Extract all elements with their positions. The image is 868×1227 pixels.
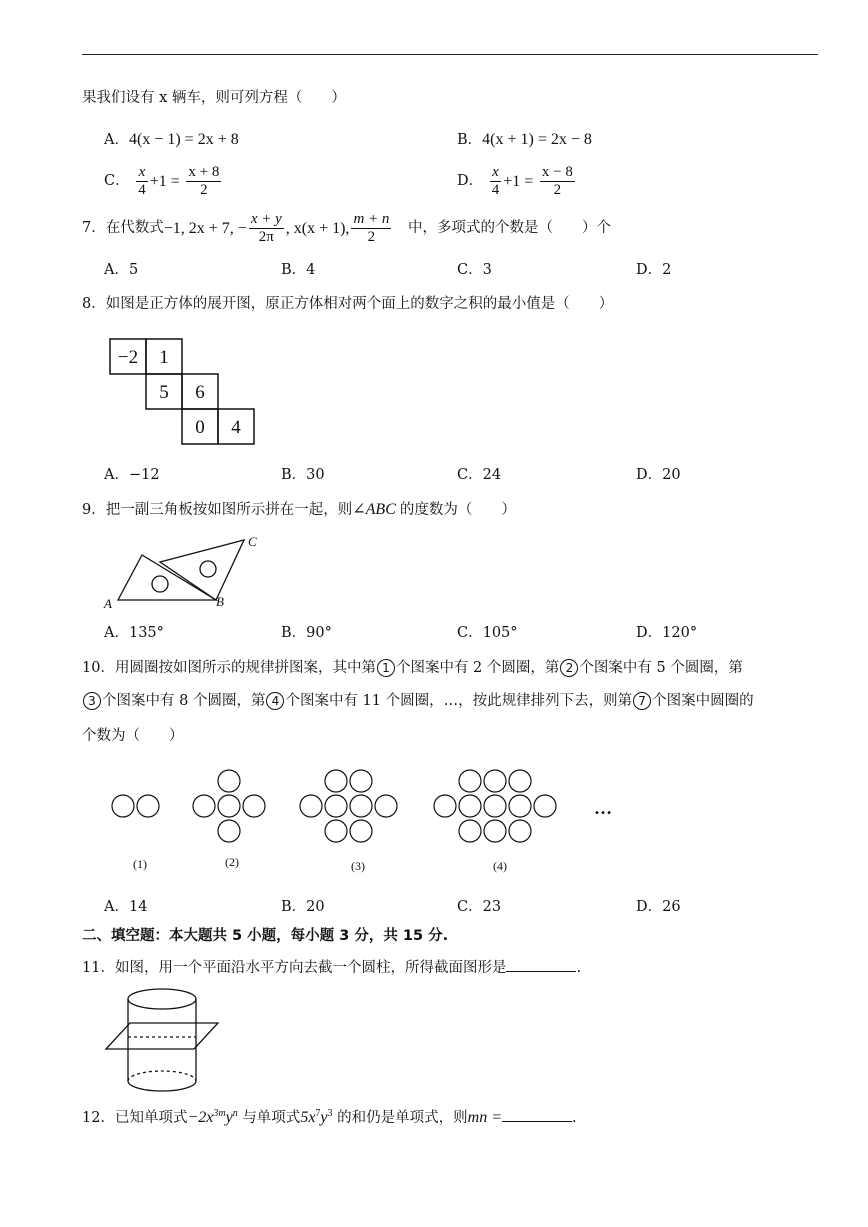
q6-option-d: D． $\frac{x}{4}$ +1 = $\frac{x - 8}{2}$ bbox=[457, 164, 573, 198]
pattern-caption: (4) bbox=[493, 859, 507, 873]
fraction: $\frac{x + y}{2\pi}$ bbox=[250, 211, 282, 245]
fraction: $\frac{x - 8}{2}$ bbox=[541, 164, 573, 198]
q6-option-a bbox=[104, 130, 239, 149]
answer-blank bbox=[502, 1107, 572, 1122]
q6-stem: 果我们设有 x 辆车，则可列方程（ ） bbox=[82, 90, 346, 106]
ruler-hole bbox=[200, 561, 216, 577]
q10-option-b: B．20 bbox=[281, 899, 325, 915]
net-value: 6 bbox=[195, 382, 205, 403]
pattern-caption: (3) bbox=[351, 859, 365, 873]
q10-option-a: A．14 bbox=[104, 899, 148, 915]
point-label: C bbox=[248, 534, 257, 549]
pattern-caption: (2) bbox=[225, 855, 239, 869]
net-value: 5 bbox=[159, 382, 169, 403]
q8-option-c: C．24 bbox=[457, 467, 502, 483]
ruler-hole bbox=[152, 576, 168, 592]
q8-option-b: B．30 bbox=[281, 467, 325, 483]
q10-option-c: C．23 bbox=[457, 899, 502, 915]
net-value: −2 bbox=[117, 347, 139, 368]
q10-line2: 3 个图案中有 8 个圆圈，第 4 个图案中有 11 个圆圈，…，按此规律排列下去，则第 7 个图案中圆圈的 bbox=[82, 692, 754, 710]
option-text: 4(x + 1) = 2x − 8 bbox=[482, 131, 592, 148]
q7-option-d: D．2 bbox=[636, 262, 672, 278]
q9-option-c: C．105° bbox=[457, 625, 518, 641]
q9-option-d: D．120° bbox=[636, 625, 698, 641]
option-text: 4(x − 1) = 2x + 8 bbox=[128, 131, 239, 148]
answer-blank bbox=[506, 957, 576, 972]
fraction: $\frac{x + 8}{2}$ bbox=[188, 164, 220, 198]
q8-stem: 8．如图是正方体的展开图，原正方体相对两个面上的数字之积的最小值是（ ） bbox=[82, 296, 614, 312]
q10-line1: 10．用圆圈按如图所示的规律拼图案，其中第 1 个图案中有 2 个圆圈，第 2 个图案中有 5 个圆圈，第 bbox=[82, 660, 743, 676]
q8-option-d: D．20 bbox=[636, 467, 681, 483]
pattern-ellipsis: … bbox=[594, 798, 612, 818]
net-value: 0 bbox=[195, 417, 205, 438]
q10-line3: 个数为（ ） bbox=[82, 728, 184, 744]
fraction: $\frac{x}{4}$ bbox=[138, 164, 146, 198]
option-label: C． bbox=[104, 172, 130, 189]
q9-option-a: A．135° bbox=[104, 625, 164, 641]
cube-net-figure bbox=[108, 337, 256, 447]
cutting-plane bbox=[106, 1023, 218, 1049]
q9-stem: 9．把一副三角板按如图所示拼在一起，则∠ABC 的度数为（ ） bbox=[82, 501, 516, 518]
q10-option-d: D．26 bbox=[636, 899, 681, 915]
triangle-ruler-1 bbox=[118, 555, 216, 600]
section-heading: 二、填空题：本大题共 5 小题，每小题 3 分，共 15 分. bbox=[82, 928, 449, 944]
circle-pattern-figure bbox=[100, 760, 640, 880]
net-value: 1 bbox=[159, 347, 169, 368]
q7-option-b: B．4 bbox=[281, 262, 316, 278]
q11-stem: 11．如图，用一个平面沿水平方向去截一个圆柱，所得截面图形是 . bbox=[82, 957, 581, 977]
triangle-ruler-2 bbox=[160, 540, 244, 600]
triangle-rulers-figure bbox=[100, 530, 270, 612]
q12-stem: 12．已知单项式$-2x^{3m}y^n$ 与单项式$5x^7y^3$ 的和仍是单项式，则mn = . bbox=[82, 1108, 577, 1126]
q7-option-a: A．5 bbox=[104, 262, 139, 278]
pattern-caption: (1) bbox=[133, 857, 147, 871]
q6-option-b bbox=[457, 130, 592, 149]
q7-option-c: C．3 bbox=[457, 262, 492, 278]
option-label: B． bbox=[457, 132, 483, 148]
cylinder-figure bbox=[100, 985, 225, 1097]
fraction: $\frac{x}{4}$ bbox=[491, 164, 500, 198]
fraction: $\frac{m + n}{2}$ bbox=[353, 211, 390, 245]
net-value: 4 bbox=[231, 417, 241, 438]
option-label: A． bbox=[104, 132, 129, 148]
option-label: D． bbox=[457, 172, 484, 189]
q6-option-c: C． $\frac{x}{4}$ +1 = $\frac{x + 8}{2}$ bbox=[104, 164, 220, 198]
q9-option-b: B．90° bbox=[281, 625, 332, 641]
header-rule bbox=[82, 54, 818, 55]
q7-stem: 7．在代数式−1, 2x + 7, − $\frac{x + y}{2\pi}$ , x(x + 1), $\frac{m + n}{2}$ 中，多项式的个数是（ ）个 bbox=[82, 211, 612, 245]
q8-option-a: A．−12 bbox=[104, 467, 160, 483]
point-label: A bbox=[104, 596, 112, 611]
point-label: B bbox=[216, 594, 224, 609]
